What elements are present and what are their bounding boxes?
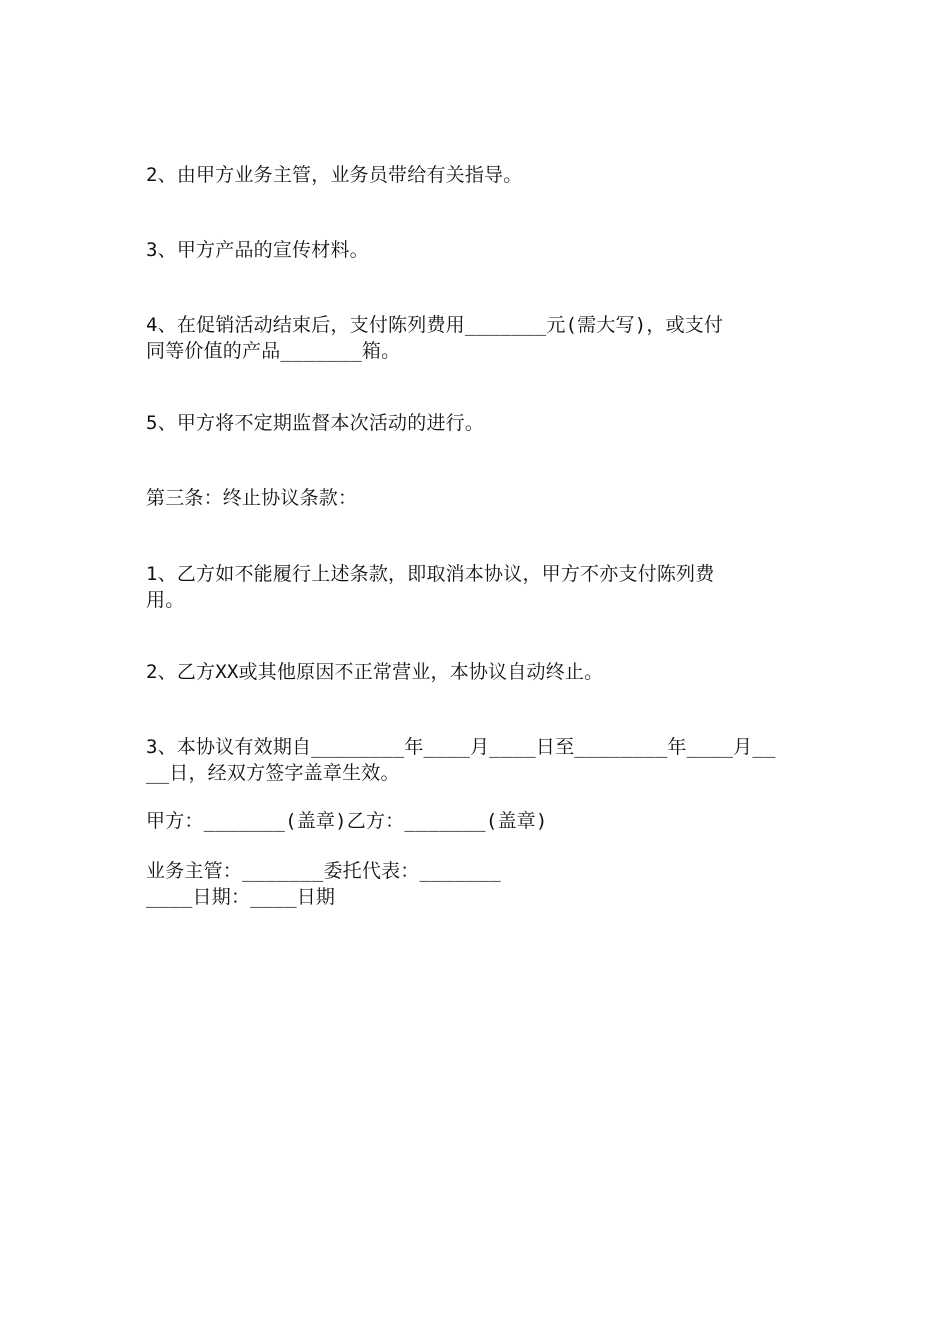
clause-3-2: 2、乙方XX或其他原因不正常营业，本协议自动终止。	[146, 661, 604, 683]
clause-3-3-line-2: __日，经双方签字盖章生效。	[146, 762, 400, 784]
signature-dates-line: ____日期：____日期	[146, 886, 336, 908]
clause-2-5: 5、甲方将不定期监督本次活动的进行。	[146, 412, 485, 434]
clause-2-3: 3、甲方产品的宣传材料。	[146, 239, 369, 261]
clause-3-1-line-1: 1、乙方如不能履行上述条款，即取消本协议，甲方不亦支付陈列费	[146, 563, 715, 585]
clause-2-1: 2、由甲方业务主管，业务员带给有关指导。	[146, 164, 523, 186]
clause-3-3-line-1: 3、本协议有效期自________年____月____日至________年____月__	[146, 736, 776, 758]
signature-parties-line: 甲方：_______(盖章)乙方：_______(盖章)	[146, 810, 548, 832]
clause-2-4-line-1: 4、在促销活动结束后，支付陈列费用_______元(需大写)，或支付	[146, 314, 724, 336]
clause-3-1-line-2: 用。	[146, 589, 185, 611]
signature-representatives-line: 业务主管：_______委托代表：_______	[146, 860, 501, 882]
clause-2-4-line-2: 同等价值的产品_______箱。	[146, 340, 401, 362]
article-3-heading: 第三条：终止协议条款：	[146, 487, 358, 509]
